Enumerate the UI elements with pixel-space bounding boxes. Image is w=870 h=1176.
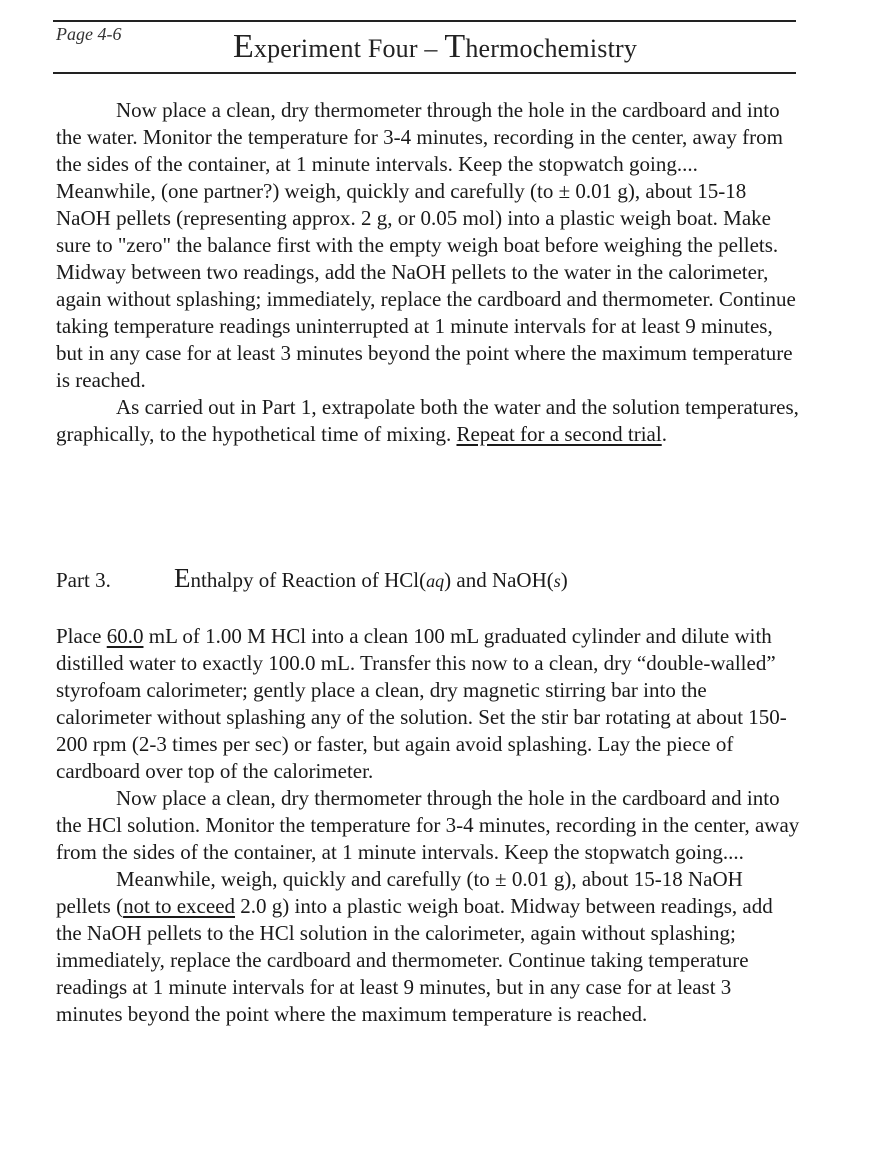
paragraph-thermometer-hcl: Now place a clean, dry thermometer through the hole in the cardboard and into the HCl solution. Monitor the temperature for 3-4 minutes, recording in the center, away from the sides of the container, at 1 minute intervals. Keep the stopwatch going.... bbox=[56, 786, 800, 864]
extrapolate-end: . bbox=[661, 422, 667, 446]
paragraph-weigh-naoh bbox=[56, 866, 801, 1028]
title-part-1: xperiment Four – bbox=[253, 34, 445, 63]
paragraph-place-hcl bbox=[56, 623, 801, 785]
part2-continuation bbox=[56, 97, 801, 448]
title-initial-t: T bbox=[444, 28, 466, 65]
page-title bbox=[0, 28, 870, 66]
repeat-trial-underlined: Repeat for a second trial bbox=[456, 422, 662, 446]
title-part-2: hermochemistry bbox=[465, 34, 638, 63]
place-rest: mL of 1.00 M HCl into a clean 100 mL graduated cylinder and dilute with distilled water to exactly 100.0 mL. Transfer this now to a clean, dry “double-walled” styrofoam calorimeter; gently place a clean, dry magnetic stirring bar into the calorimeter without splashing any of the solution. Set the stir bar rotating at about 150-200 rpm (2-3 times per sec) or faster, but again avoid splashing. Lay the piece of cardboard over top of the calorimeter. bbox=[56, 624, 787, 783]
part3-title bbox=[174, 563, 568, 593]
part3-title-c: ) bbox=[560, 568, 568, 592]
part3-title-s: s bbox=[553, 571, 561, 591]
paragraph-thermometer-water: Now place a clean, dry thermometer through the hole in the cardboard and into the water. Monitor the temperature for 3-4 minutes, recording in the center, away from the sides of the container, at 1 minute intervals. Keep the stopwatch going.... bbox=[56, 98, 783, 176]
part3-heading bbox=[56, 563, 801, 594]
volume-underlined: 60.0 bbox=[106, 624, 144, 648]
paragraph-weigh-pellets: Meanwhile, (one partner?) weigh, quickly and carefully (to ± 0.01 g), about 15-18 NaOH pellets (representing approx. 2 g, or 0.05 mol) into a plastic weigh boat. Make sure to "zero" the balance first with the empty weigh boat before weighing the pellets. Midway between two readings, add the NaOH pellets to the water in the calorimeter, again without splashing; immediately, replace the cardboard and thermometer. Continue taking temperature readings uninterrupted at 1 minute intervals for at least 9 minutes, but in any case for at least 3 minutes beyond the point where the maximum temperature is reached. bbox=[56, 179, 796, 392]
part3-title-b: ) and NaOH( bbox=[444, 568, 554, 592]
weigh-rest: 2.0 g) into a plastic weigh boat. Midway between readings, add the NaOH pellets to the HCl solution in the calorimeter, again without splashing; immediately, replace the cardboard and thermometer. Continue taking temperature readings at 1 minute intervals for at least 9 minutes, but in any case for at least 3 minutes beyond the point where the maximum temperature is reached. bbox=[56, 894, 773, 1026]
page-number: Page 4-6 bbox=[56, 24, 122, 44]
weigh-text: Meanwhile, weigh, quickly and carefully (to ± 0.01 g), about 15-18 NaOH pellets ( bbox=[56, 867, 743, 918]
header-top-rule bbox=[53, 20, 796, 22]
place-text: Place bbox=[56, 624, 107, 648]
header-bottom-rule bbox=[53, 72, 796, 74]
part3-body bbox=[56, 623, 801, 1028]
part3-label: Part 3. bbox=[56, 568, 111, 592]
part3-title-aq: aq bbox=[426, 571, 445, 591]
not-to-exceed-underlined: not to exceed bbox=[123, 894, 236, 918]
title-initial-e: E bbox=[232, 28, 254, 65]
extrapolate-text: As carried out in Part 1, extrapolate both the water and the solution temperatures, graphically, to the hypothetical time of mixing. bbox=[56, 395, 799, 446]
part3-title-initial: E bbox=[174, 563, 191, 593]
paragraph-extrapolate bbox=[56, 394, 801, 448]
part3-title-a: nthalpy of Reaction of HCl( bbox=[190, 568, 427, 592]
